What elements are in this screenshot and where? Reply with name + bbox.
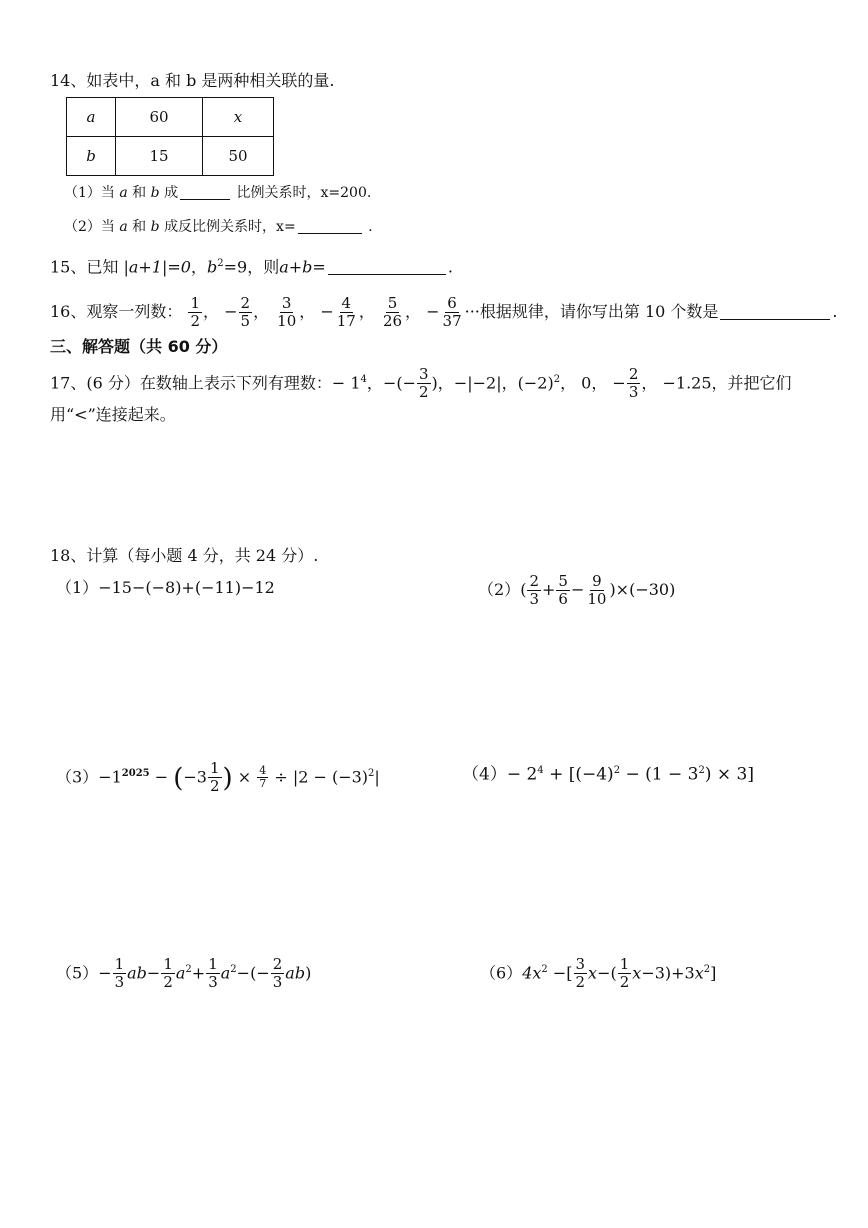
fraction: $\frac{1}{2}$ bbox=[190, 294, 201, 330]
table-row bbox=[67, 98, 274, 137]
fraction: $\frac{1}{3}$ bbox=[114, 955, 125, 992]
answer-blank[interactable] bbox=[180, 183, 230, 200]
fraction: $\frac{1}{2}$ bbox=[163, 955, 173, 992]
q14-sub2: （2）当 a 和 b 成反比例关系时，x= . bbox=[64, 219, 373, 235]
fraction: $\frac{5}{6}$ bbox=[558, 572, 568, 608]
q15-line: 15、已知 |a+1|=0，$b^2=9$，则a+b= . bbox=[50, 257, 453, 277]
q18-problem-5: （5）− $\frac{1}{3}$ ab− $\frac{1}{2}$ $a^2+$ $\frac{1}{3}$ $a^2-(-$ $\frac{2}{3}$ ab) bbox=[56, 955, 312, 992]
fraction: $\frac{3}{10}$ bbox=[277, 294, 297, 330]
q18-problem-4: $(4)- 2^4 + [(-4)^2 - (1 - 3^2) \times 3]$ bbox=[462, 764, 754, 785]
fraction: $\frac{5}{26}$ bbox=[382, 294, 403, 330]
fraction: $\frac{2}{3}$ bbox=[272, 955, 283, 992]
table-cell: 60 bbox=[116, 98, 203, 137]
fraction: $\frac{9}{10}$ bbox=[587, 572, 607, 608]
fraction: $\frac{1}{2}$ bbox=[209, 759, 220, 796]
fraction: $\frac{6}{37}$ bbox=[442, 294, 462, 330]
q14-intro: 14、如表中，a 和 b 是两种相关联的量. bbox=[50, 71, 335, 90]
table-cell: 50 bbox=[203, 137, 274, 176]
answer-blank[interactable] bbox=[328, 258, 446, 275]
q14-table bbox=[66, 97, 274, 176]
section-heading: 三、解答题（共 60 分） bbox=[50, 337, 228, 356]
q18-problem-3: $(3)-1^{2025} - (-3$ $\frac{1}{2}$ ) × $\frac{4}{7}$ ÷ $|2 - (-3)^2|$ bbox=[56, 759, 380, 796]
fraction: $\frac{4}{7}$ bbox=[259, 764, 267, 791]
q16-line: 16、观察一列数： $\frac{1}{2}$ ， − $\frac{2}{5}$ ， $\frac{3}{10}$ ， − $\frac{4}{17}$ ， $\frac{5}{26}$ ， − $\frac{6}{37}$ ···根据规律，请你写出第 10 个数是 . bbox=[50, 294, 838, 330]
table-row bbox=[67, 137, 274, 176]
q18-problem-1: （1）−15−(−8)+(−11)−12 bbox=[56, 578, 275, 597]
q14-sub1: （1）当 a 和 b 成 比例关系时，x=200. bbox=[64, 185, 372, 201]
fraction: $\frac{3}{2}$ bbox=[575, 955, 586, 992]
q17-line1: 17、(6 分）在数轴上表示下列有理数：− $1^4$，−(− $\frac{3}{2}$ )，−|−2|，$(-2)^2$， 0， − $\frac{2}{3}$ ， −1.25，并把它们 bbox=[50, 365, 792, 402]
fraction: $\frac{2}{3}$ bbox=[628, 365, 639, 402]
table-cell: b bbox=[67, 137, 116, 176]
fraction: $\frac{1}{3}$ bbox=[208, 955, 218, 992]
fraction: $\frac{4}{17}$ bbox=[336, 294, 356, 330]
q18-problem-6: $(6)4x^2$ −[ $\frac{3}{2}$ x−( $\frac{1}{2}$ $x-3)+3x^2$] bbox=[480, 955, 717, 992]
table-cell: a bbox=[67, 98, 116, 137]
fraction: $\frac{1}{2}$ bbox=[619, 955, 630, 992]
q17-line2: 用“<”连接起来。 bbox=[50, 405, 176, 424]
answer-blank[interactable] bbox=[720, 303, 830, 320]
fraction: $\frac{3}{2}$ bbox=[419, 365, 429, 402]
table-cell: 15 bbox=[116, 137, 203, 176]
table-cell: x bbox=[203, 98, 274, 137]
answer-blank[interactable] bbox=[298, 217, 362, 234]
fraction: $\frac{2}{3}$ bbox=[529, 572, 539, 608]
q18-problem-2: （2）( $\frac{2}{3}$ + $\frac{5}{6}$ − $\frac{9}{10}$ )×(−30) bbox=[478, 572, 676, 608]
fraction: $\frac{2}{5}$ bbox=[240, 294, 251, 330]
q18-title: 18、计算（每小题 4 分，共 24 分）. bbox=[50, 546, 319, 565]
